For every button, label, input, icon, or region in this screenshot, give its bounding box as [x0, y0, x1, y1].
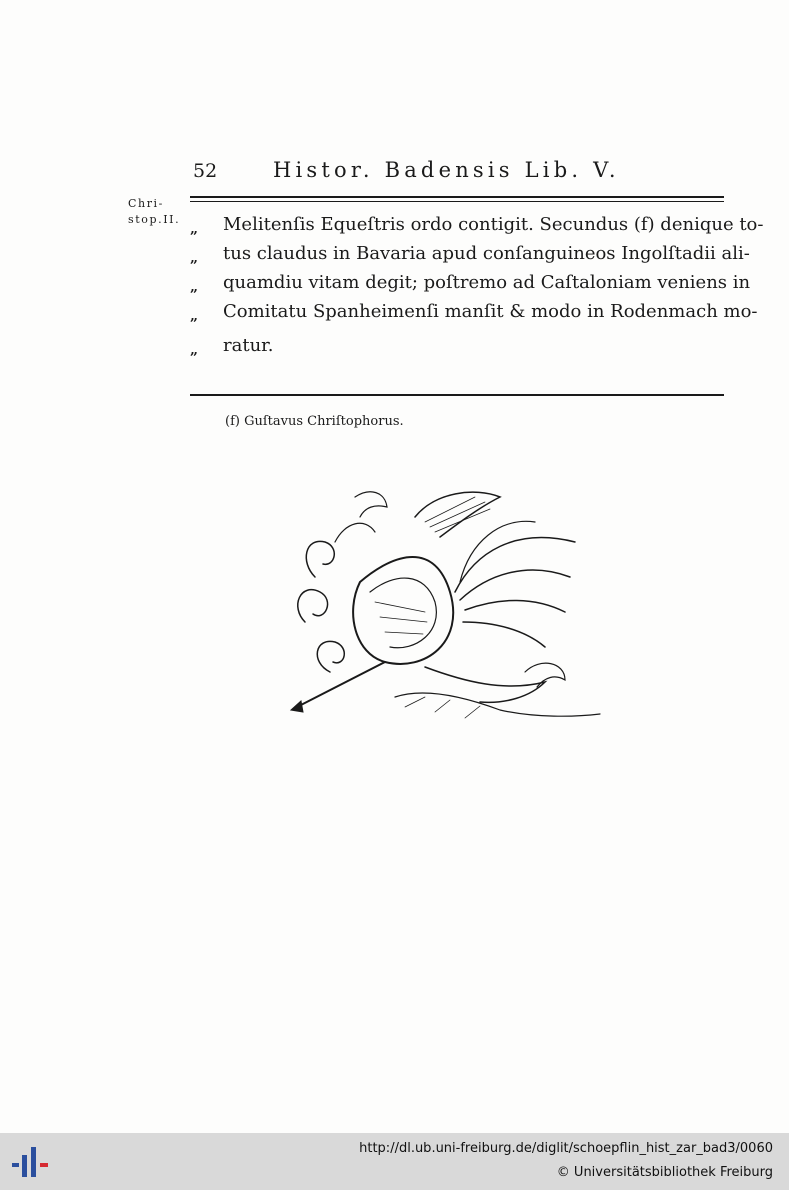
header-rule-thin	[190, 201, 724, 202]
quote-mark: „	[190, 221, 199, 237]
page-number: 52	[193, 160, 218, 182]
margin-note-line: stop.II.	[128, 213, 181, 226]
running-head: Histor. Badensis Lib. V.	[273, 158, 620, 182]
line-text: Melitenſis Equeſtris ordo contigit. Secundus (f) denique to-	[223, 214, 764, 235]
text-line-2	[190, 241, 750, 271]
footnote-rule	[190, 394, 724, 396]
header-rule-thick	[190, 196, 724, 198]
text-line-5	[190, 333, 724, 363]
copyright-text: © Universitätsbibliothek Freiburg	[556, 1165, 773, 1180]
line-text: ratur.	[223, 335, 274, 356]
footnote: (f) Guſtavus Chriſtophorus.	[225, 414, 404, 429]
line-text: quamdiu vitam degit; poſtremo ad Caſtaloniam veniens in	[223, 272, 751, 293]
quote-mark: „	[190, 250, 199, 266]
permalink-link[interactable]: http://dl.ub.uni-freiburg.de/diglit/schoepflin_hist_zar_bad3/0060	[359, 1141, 773, 1156]
quote-mark: „	[190, 342, 199, 358]
text-line-4	[190, 299, 758, 329]
text-line-3	[190, 270, 751, 300]
rococo-ornament-vignette	[275, 482, 610, 742]
quote-mark: „	[190, 279, 199, 295]
library-logo-icon	[12, 1143, 50, 1181]
viewer-footer	[0, 1133, 789, 1190]
line-text: Comitatu Spanheimenſi manſit & modo in Rodenmach mo-	[223, 301, 758, 322]
margin-note-line: Chri-	[128, 197, 164, 210]
line-text: tus claudus in Bavaria apud conſanguineos Ingolſtadii ali-	[223, 243, 750, 264]
text-line-1	[190, 212, 764, 242]
quote-mark: „	[190, 308, 199, 324]
margin-note	[128, 196, 180, 228]
